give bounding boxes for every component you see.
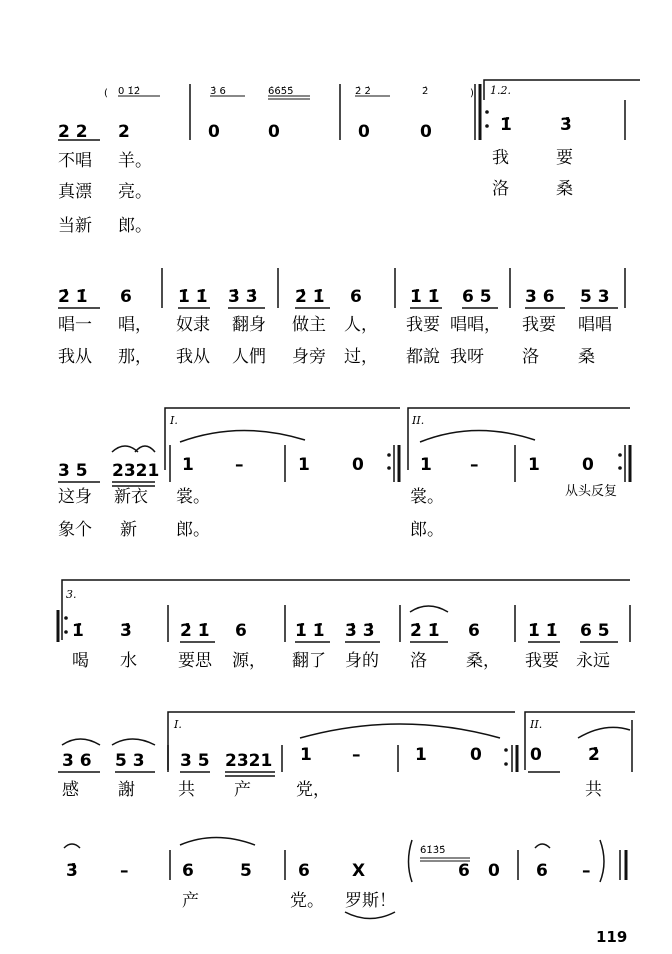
lyric: 翻身 — [232, 315, 266, 335]
lyric: 我 — [492, 148, 509, 168]
lyric: 水 — [120, 651, 137, 671]
note: 1 — [182, 455, 194, 475]
note: 5 3 — [580, 287, 610, 307]
grace-notes: 6̇1̇3̇5̇ — [420, 845, 446, 856]
lyric: 那， — [118, 347, 152, 367]
lyric: 亮。 — [118, 182, 152, 202]
staff-mark — [408, 408, 630, 470]
note: 0 — [530, 745, 542, 765]
lyric: 翻了 — [292, 651, 326, 671]
staff-mark — [112, 739, 155, 745]
lyric: 新衣 — [114, 487, 148, 507]
lyric: 我从 — [58, 347, 92, 367]
lyric: 羊。 — [118, 151, 152, 171]
repeat-dot — [64, 616, 68, 620]
staff-mark — [62, 739, 100, 745]
note: 1̇ — [72, 621, 84, 641]
repeat-dot — [504, 762, 508, 766]
lyric: 裳。 — [410, 487, 444, 507]
note: 6 — [468, 621, 480, 641]
repeat-dot — [485, 124, 489, 128]
note: 6 5 — [462, 287, 492, 307]
lyric: 永远 — [576, 651, 610, 671]
repeat-dot — [64, 630, 68, 634]
note: 3 6 — [62, 751, 92, 771]
lyric: 謝 — [118, 780, 135, 800]
staff-mark — [300, 724, 500, 738]
note: 6 — [350, 287, 362, 307]
lyric: 洛 — [410, 651, 427, 671]
lyric: 不唱 — [58, 151, 92, 171]
staff-mark — [578, 727, 630, 738]
note: 3̇ 3̇ — [345, 621, 375, 641]
volta-label: I. — [170, 414, 178, 427]
note: 3 5 — [180, 751, 210, 771]
note: 6 — [182, 861, 194, 881]
lyric: 桑 — [556, 179, 573, 199]
staff-mark — [409, 840, 413, 882]
intro-group: 2̇ — [422, 86, 429, 97]
lyric: 源， — [232, 651, 266, 671]
volta-label: 3. — [66, 588, 77, 601]
lyric: 这身 — [58, 487, 92, 507]
lyric: 桑 — [578, 347, 595, 367]
note: 1̇ 1̇ — [528, 621, 558, 641]
volta-label: 1.2. — [490, 84, 511, 97]
page-number: 119 — [596, 928, 628, 946]
lyric: 身旁 — [292, 347, 326, 367]
intro-suffix: ) — [470, 88, 474, 99]
note: 5 3 — [115, 751, 145, 771]
note: 1̇ 1̇ — [178, 287, 208, 307]
note: 2321 — [225, 751, 273, 771]
note: 1 — [420, 455, 432, 475]
note: 5 — [240, 861, 252, 881]
lyric: 郎。 — [410, 520, 444, 540]
note: 0 — [352, 455, 364, 475]
note: 2̇ 1̇ — [58, 287, 88, 307]
repeat-instruction: 从头反复 — [565, 484, 618, 499]
note: 3̇ — [560, 115, 572, 135]
note: 0 — [268, 122, 280, 142]
note: 2̇ 1̇ — [410, 621, 440, 641]
lyric: 人， — [344, 315, 378, 335]
volta-label: II. — [412, 414, 425, 427]
lyric: 洛 — [492, 179, 509, 199]
note: 0 — [488, 861, 500, 881]
note: 2 2 — [58, 122, 88, 142]
note: 0 — [582, 455, 594, 475]
note: – — [470, 455, 479, 475]
note: 2̇ — [588, 745, 600, 765]
repeat-dot — [485, 110, 489, 114]
lyric: 新 — [120, 520, 137, 540]
lyric: 党。 — [290, 891, 324, 911]
repeat-dot — [387, 453, 391, 457]
note: 2 — [118, 122, 130, 142]
note: 1 — [415, 745, 427, 765]
note: 1̇ — [500, 115, 512, 135]
staff-mark — [180, 430, 305, 442]
note: 6 — [298, 861, 310, 881]
lyric: 人們 — [232, 347, 266, 367]
volta-label: I. — [174, 718, 182, 731]
lyric: 我呀 — [450, 347, 484, 367]
lyric: 唱唱 — [578, 315, 612, 335]
lyric: 要 — [556, 148, 573, 168]
note: 1̇ 1̇ — [410, 287, 440, 307]
lyric: 做主 — [292, 315, 326, 335]
lyric: 产 — [182, 891, 199, 911]
note: 2̇ 1̇ — [180, 621, 210, 641]
lyric: 真漂 — [58, 182, 92, 202]
lyric: 我从 — [176, 347, 210, 367]
lyric: 我要 — [522, 315, 556, 335]
lyric: 身的 — [345, 651, 379, 671]
lyric: 我要 — [525, 651, 559, 671]
staff-mark — [168, 712, 515, 770]
note: 3̇ 3̇ — [228, 287, 258, 307]
staff-mark — [64, 844, 80, 848]
lyric: 奴隶 — [176, 315, 210, 335]
volta-label: II. — [530, 718, 543, 731]
intro-prefix: ( — [104, 88, 108, 99]
note: – — [582, 861, 591, 881]
staff-mark — [165, 408, 400, 470]
note: 1 — [298, 455, 310, 475]
note: 3̇ — [66, 861, 78, 881]
lyric: 要思 — [178, 651, 212, 671]
lyric: 过， — [344, 347, 378, 367]
note: 6 5 — [580, 621, 610, 641]
note: 0 — [358, 122, 370, 142]
lyric: 桑， — [466, 651, 500, 671]
lyric: 喝 — [72, 651, 89, 671]
note: – — [352, 745, 361, 765]
repeat-dot — [618, 466, 622, 470]
lyric: 象个 — [58, 520, 92, 540]
note: 0 — [208, 122, 220, 142]
staff-mark — [420, 430, 535, 442]
note: X — [352, 861, 366, 881]
note: – — [235, 455, 244, 475]
lyric: 郎。 — [176, 520, 210, 540]
repeat-dot — [387, 466, 391, 470]
lyric: 罗斯！ — [345, 891, 396, 911]
note: 1 — [528, 455, 540, 475]
intro-group: 2̇ 2̇ — [355, 86, 371, 97]
lyric: 都說 — [406, 347, 440, 367]
lyric: 唱一 — [58, 315, 92, 335]
note: 1̇ 1̇ — [295, 621, 325, 641]
staff-mark — [410, 606, 448, 612]
lyric: 裳。 — [176, 487, 210, 507]
repeat-dot — [504, 748, 508, 752]
note: 6 — [458, 861, 470, 881]
lyric: 我要 — [406, 315, 440, 335]
repeat-dot — [618, 453, 622, 457]
lyric: 感 — [62, 780, 79, 800]
note: 6 — [235, 621, 247, 641]
note: – — [120, 861, 129, 881]
note: 3 5 — [58, 461, 88, 481]
lyric: 共 — [585, 780, 602, 800]
note: 3̇ — [120, 621, 132, 641]
note: 2̇ 1̇ — [295, 287, 325, 307]
lyric: 共 — [178, 780, 195, 800]
lyric: 郎。 — [118, 216, 152, 236]
lyric: 洛 — [522, 347, 539, 367]
note: 1 — [300, 745, 312, 765]
note: 0 — [470, 745, 482, 765]
staff-mark — [535, 844, 550, 848]
intro-group: 3̇ 6 — [210, 86, 226, 97]
lyric: 当新 — [58, 216, 92, 236]
lyric: 唱， — [118, 315, 152, 335]
intro-group: 0 1̇2̇ — [118, 86, 141, 97]
staff-mark — [345, 912, 395, 919]
note: 0 — [420, 122, 432, 142]
note: 6 — [536, 861, 548, 881]
lyric: 唱唱， — [450, 315, 501, 335]
intro-group: 6̇6̇5̇5̇ — [268, 86, 294, 97]
note: 2321 — [112, 461, 160, 481]
staff-mark — [180, 838, 255, 846]
note: 3 6 — [525, 287, 555, 307]
staff-mark — [600, 840, 604, 882]
note: 6 — [120, 287, 132, 307]
lyric: 党， — [296, 780, 330, 800]
staff-mark — [112, 446, 138, 452]
lyric: 产 — [234, 780, 251, 800]
